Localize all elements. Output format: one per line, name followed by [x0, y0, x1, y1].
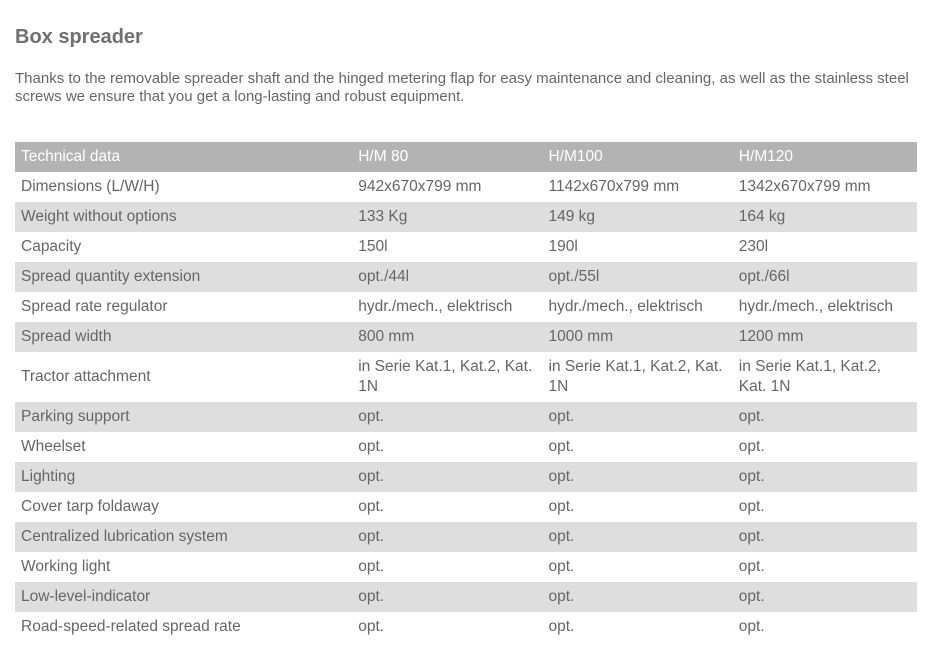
table-row: [15, 232, 917, 262]
cell-value: opt.: [733, 552, 917, 582]
cell-value: 230l: [733, 232, 917, 262]
cell-value: opt.: [733, 492, 917, 522]
cell-value: opt.: [543, 402, 733, 432]
table-row: [15, 582, 917, 612]
table-row: [15, 522, 917, 552]
cell-value: 1000 mm: [543, 322, 733, 352]
cell-value: hydr./mech., elektrisch: [733, 292, 917, 322]
row-label: Low-level-indicator: [15, 582, 352, 612]
table-row: [15, 402, 917, 432]
cell-value: opt.: [543, 612, 733, 642]
cell-value: opt.: [733, 582, 917, 612]
cell-value: opt.: [352, 432, 542, 462]
table-header-row: [15, 142, 917, 172]
table-row: [15, 552, 917, 582]
cell-value: opt.: [733, 432, 917, 462]
cell-value: 1342x670x799 mm: [733, 172, 917, 202]
cell-value: in Serie Kat.1, Kat.2, Kat. 1N: [352, 352, 542, 402]
page-title: Box spreader: [15, 26, 143, 48]
cell-value: 800 mm: [352, 322, 542, 352]
table-row: [15, 432, 917, 462]
table-row: [15, 262, 917, 292]
row-label: Tractor attachment: [15, 352, 352, 402]
cell-value: in Serie Kat.1, Kat.2, Kat. 1N: [733, 352, 917, 402]
cell-value: 150l: [352, 232, 542, 262]
cell-value: opt.: [543, 432, 733, 462]
table-row: [15, 462, 917, 492]
cell-value: opt.: [352, 582, 542, 612]
row-label: Capacity: [15, 232, 352, 262]
table-row: [15, 612, 917, 642]
cell-value: opt.: [733, 612, 917, 642]
row-label: Spread rate regulator: [15, 292, 352, 322]
row-label: Dimensions (L/W/H): [15, 172, 352, 202]
row-label: Spread quantity extension: [15, 262, 352, 292]
cell-value: opt.: [543, 582, 733, 612]
header-technical-data: Technical data: [15, 142, 352, 172]
cell-value: in Serie Kat.1, Kat.2, Kat. 1N: [543, 352, 733, 402]
cell-value: opt.: [733, 522, 917, 552]
table-row: [15, 322, 917, 352]
table-row: [15, 492, 917, 522]
cell-value: opt./44l: [352, 262, 542, 292]
row-label: Working light: [15, 552, 352, 582]
row-label: Lighting: [15, 462, 352, 492]
cell-value: 942x670x799 mm: [352, 172, 542, 202]
cell-value: opt.: [543, 552, 733, 582]
table-row: [15, 292, 917, 322]
cell-value: opt./55l: [543, 262, 733, 292]
cell-value: 1142x670x799 mm: [543, 172, 733, 202]
cell-value: opt.: [352, 522, 542, 552]
cell-value: opt./66l: [733, 262, 917, 292]
cell-value: opt.: [733, 402, 917, 432]
cell-value: opt.: [352, 612, 542, 642]
technical-data-table: [15, 142, 917, 642]
cell-value: opt.: [352, 492, 542, 522]
row-label: Spread width: [15, 322, 352, 352]
row-label: Centralized lubrication system: [15, 522, 352, 552]
header-model-hm100: H/M100: [543, 142, 733, 172]
row-label: Road-speed-related spread rate: [15, 612, 352, 642]
cell-value: opt.: [352, 402, 542, 432]
table-row: [15, 202, 917, 232]
cell-value: opt.: [733, 462, 917, 492]
row-label: Wheelset: [15, 432, 352, 462]
cell-value: 1200 mm: [733, 322, 917, 352]
cell-value: 149 kg: [543, 202, 733, 232]
cell-value: 133 Kg: [352, 202, 542, 232]
cell-value: opt.: [352, 462, 542, 492]
cell-value: opt.: [352, 552, 542, 582]
row-label: Weight without options: [15, 202, 352, 232]
cell-value: opt.: [543, 492, 733, 522]
cell-value: 190l: [543, 232, 733, 262]
intro-paragraph: Thanks to the removable spreader shaft and the hinged metering flap for easy maintenance and cleaning, as well as the stainless steel screws we ensure that you get a long-lasting and robust equipment.: [15, 70, 909, 105]
header-model-hm120: H/M120: [733, 142, 917, 172]
cell-value: 164 kg: [733, 202, 917, 232]
cell-value: hydr./mech., elektrisch: [543, 292, 733, 322]
cell-value: opt.: [543, 462, 733, 492]
row-label: Parking support: [15, 402, 352, 432]
cell-value: hydr./mech., elektrisch: [352, 292, 542, 322]
row-label: Cover tarp foldaway: [15, 492, 352, 522]
table-row: [15, 172, 917, 202]
cell-value: opt.: [543, 522, 733, 552]
header-model-hm80: H/M 80: [352, 142, 542, 172]
table-row: [15, 352, 917, 402]
